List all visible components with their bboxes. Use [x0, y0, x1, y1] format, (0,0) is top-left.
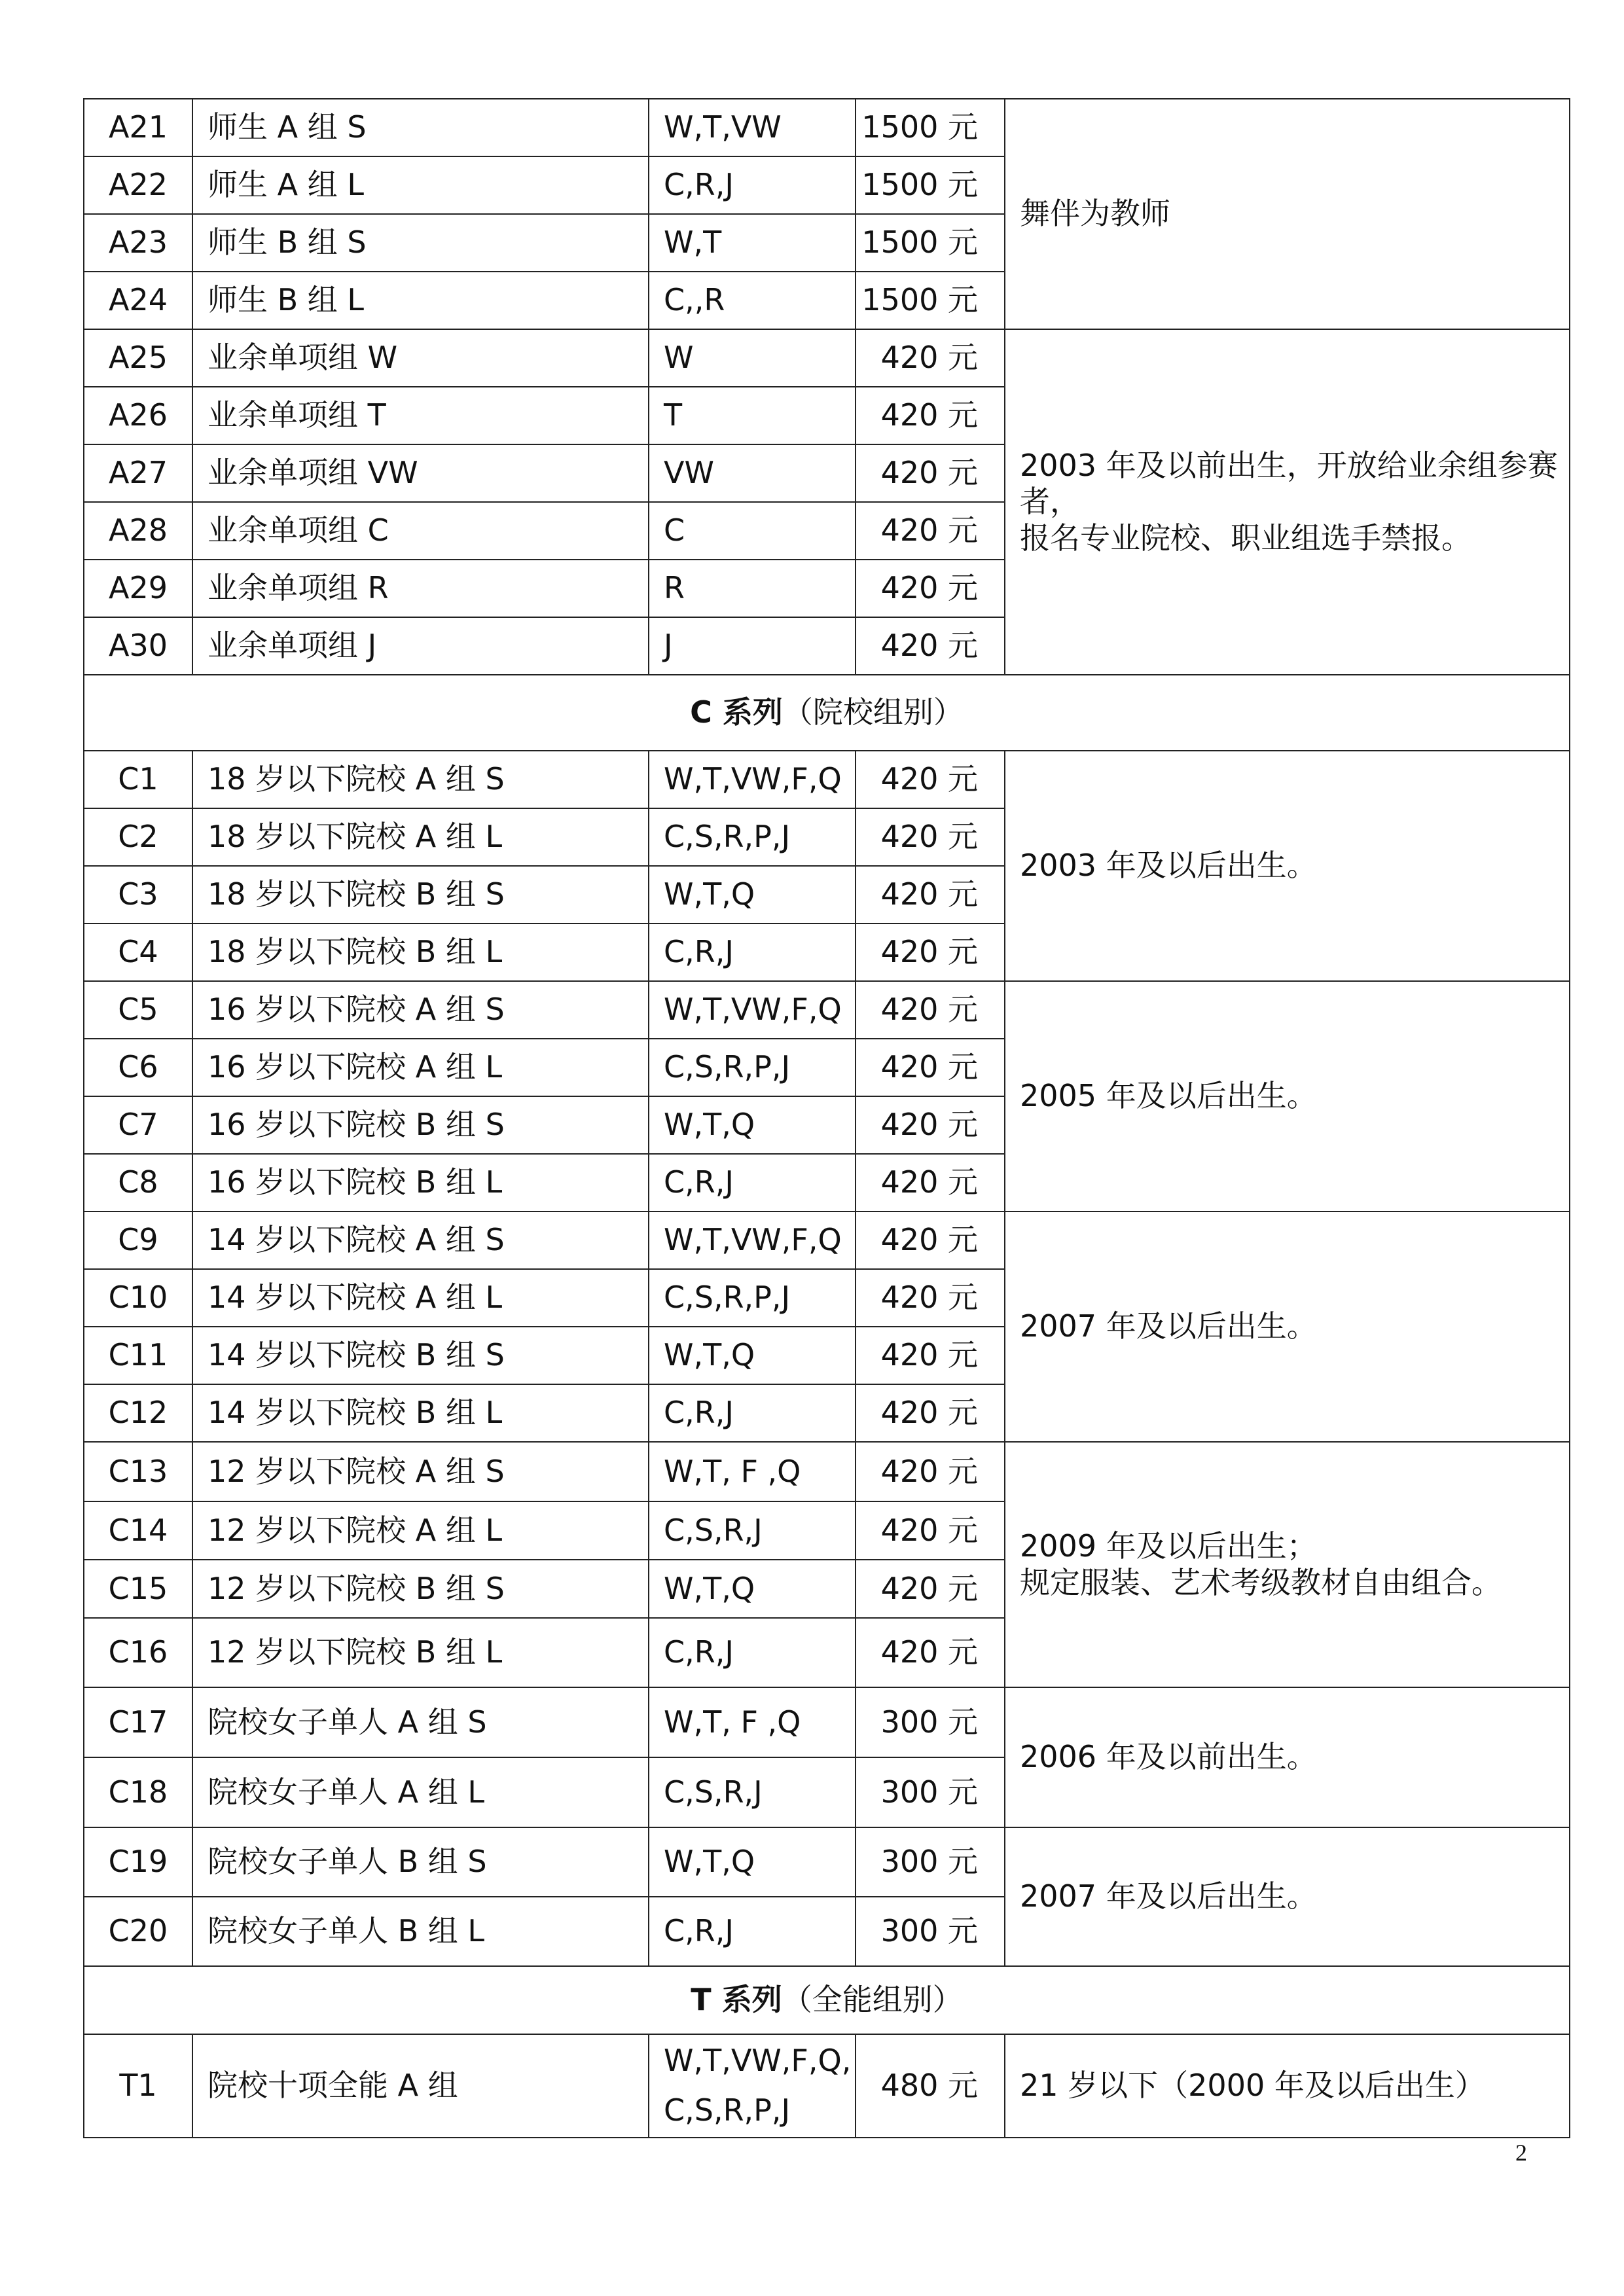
event-fee: 420 元: [856, 502, 1005, 560]
event-name: 院校女子单人 A 组 S: [192, 1687, 649, 1757]
event-name: 14 岁以下院校 B 组 S: [192, 1327, 649, 1384]
event-code: A25: [84, 329, 192, 387]
event-name: 业余单项组 VW: [192, 444, 649, 502]
event-code: T1: [84, 2034, 192, 2138]
event-fee: 420 元: [856, 924, 1005, 981]
event-dances: C,,R: [649, 272, 856, 329]
table-row: [84, 1442, 1570, 1501]
event-name: 院校女子单人 B 组 L: [192, 1897, 649, 1966]
table-row: [84, 1827, 1570, 1897]
event-fee: 420 元: [856, 1327, 1005, 1384]
event-dances: C,S,R,J: [649, 1501, 856, 1560]
section-title: T 系列: [691, 1982, 782, 2018]
table-row: [84, 1211, 1570, 1269]
event-fee: 300 元: [856, 1897, 1005, 1966]
event-fee: 420 元: [856, 560, 1005, 617]
event-name: 院校女子单人 A 组 L: [192, 1757, 649, 1827]
event-code: C10: [84, 1269, 192, 1327]
event-code: C16: [84, 1618, 192, 1687]
event-dances: W,T,VW: [649, 99, 856, 156]
event-name: 16 岁以下院校 B 组 S: [192, 1096, 649, 1154]
event-code: C3: [84, 866, 192, 924]
event-fee: 420 元: [856, 1560, 1005, 1618]
event-code: C15: [84, 1560, 192, 1618]
event-name: 院校女子单人 B 组 S: [192, 1827, 649, 1897]
event-fee: 300 元: [856, 1757, 1005, 1827]
event-dances: W,T,Q: [649, 1096, 856, 1154]
table-row: [84, 751, 1570, 808]
section-title: C 系列: [690, 694, 783, 730]
event-fee: 420 元: [856, 444, 1005, 502]
event-dances: W,T,Q: [649, 1560, 856, 1618]
event-code: C8: [84, 1154, 192, 1211]
event-name: 18 岁以下院校 A 组 L: [192, 808, 649, 866]
event-code: A28: [84, 502, 192, 560]
event-dances: [649, 2034, 856, 2138]
dances-line: C,S,R,P,J: [664, 2092, 791, 2128]
event-code: C2: [84, 808, 192, 866]
event-name: 14 岁以下院校 A 组 S: [192, 1211, 649, 1269]
event-dances: W,T,VW,F,Q: [649, 751, 856, 808]
event-code: A24: [84, 272, 192, 329]
event-fee: 420 元: [856, 1618, 1005, 1687]
table-row: [84, 2034, 1570, 2138]
event-fee: 300 元: [856, 1687, 1005, 1757]
event-note: 2007 年及以后出生。: [1005, 1827, 1570, 1966]
event-dances: W,T: [649, 214, 856, 272]
note-line: 2003 年及以前出生，开放给业余组参赛者，: [1020, 448, 1558, 520]
event-code: C1: [84, 751, 192, 808]
event-dances: W: [649, 329, 856, 387]
event-code: C6: [84, 1039, 192, 1096]
event-dances: C,S,R,P,J: [649, 1039, 856, 1096]
event-dances: C,S,R,P,J: [649, 808, 856, 866]
event-name: 18 岁以下院校 B 组 S: [192, 866, 649, 924]
note-line: 报名专业院校、职业组选手禁报。: [1020, 520, 1471, 556]
event-code: C7: [84, 1096, 192, 1154]
event-name: 业余单项组 W: [192, 329, 649, 387]
event-code: A21: [84, 99, 192, 156]
table-row: [84, 981, 1570, 1039]
event-dances: C,R,J: [649, 1897, 856, 1966]
event-name: 12 岁以下院校 B 组 L: [192, 1618, 649, 1687]
event-name: 师生 B 组 L: [192, 272, 649, 329]
competition-entries-table: [83, 98, 1570, 2138]
event-fee: 420 元: [856, 1211, 1005, 1269]
event-code: C11: [84, 1327, 192, 1384]
event-dances: C,R,J: [649, 1384, 856, 1442]
event-name: 14 岁以下院校 A 组 L: [192, 1269, 649, 1327]
event-fee: 420 元: [856, 1269, 1005, 1327]
event-name: 院校十项全能 A 组: [192, 2034, 649, 2138]
section-heading-t: [84, 1966, 1570, 2034]
event-note: [1005, 329, 1570, 675]
event-name: 师生 A 组 L: [192, 156, 649, 214]
event-name: 12 岁以下院校 A 组 L: [192, 1501, 649, 1560]
event-name: 12 岁以下院校 B 组 S: [192, 1560, 649, 1618]
event-name: 业余单项组 C: [192, 502, 649, 560]
event-dances: W,T, F ,Q: [649, 1442, 856, 1501]
event-dances: R: [649, 560, 856, 617]
event-code: C5: [84, 981, 192, 1039]
event-note: 2003 年及以后出生。: [1005, 751, 1570, 981]
event-fee: 420 元: [856, 808, 1005, 866]
event-name: 16 岁以下院校 A 组 S: [192, 981, 649, 1039]
event-code: A22: [84, 156, 192, 214]
event-note: 舞伴为教师: [1005, 99, 1570, 329]
event-fee: 420 元: [856, 1442, 1005, 1501]
event-dances: C: [649, 502, 856, 560]
event-note: 2005 年及以后出生。: [1005, 981, 1570, 1211]
event-fee: 420 元: [856, 329, 1005, 387]
event-dances: C,S,R,J: [649, 1757, 856, 1827]
event-fee: 420 元: [856, 1096, 1005, 1154]
event-name: 18 岁以下院校 A 组 S: [192, 751, 649, 808]
event-code: A26: [84, 387, 192, 444]
event-note: 2007 年及以后出生。: [1005, 1211, 1570, 1442]
event-fee: 1500 元: [856, 272, 1005, 329]
event-dances: C,R,J: [649, 1154, 856, 1211]
event-fee: 420 元: [856, 866, 1005, 924]
event-code: A27: [84, 444, 192, 502]
event-dances: T: [649, 387, 856, 444]
event-note: 21 岁以下（2000 年及以后出生）: [1005, 2034, 1570, 2138]
event-name: 业余单项组 T: [192, 387, 649, 444]
table-row: [84, 1687, 1570, 1757]
event-code: C9: [84, 1211, 192, 1269]
event-code: A23: [84, 214, 192, 272]
event-fee: 420 元: [856, 981, 1005, 1039]
section-header-row: [84, 1966, 1570, 2034]
event-note: 2006 年及以前出生。: [1005, 1687, 1570, 1827]
event-name: 师生 B 组 S: [192, 214, 649, 272]
event-dances: W,T,VW,F,Q: [649, 981, 856, 1039]
event-code: C18: [84, 1757, 192, 1827]
event-code: C20: [84, 1897, 192, 1966]
event-fee: 420 元: [856, 617, 1005, 675]
event-dances: C,R,J: [649, 156, 856, 214]
event-dances: C,R,J: [649, 1618, 856, 1687]
event-code: C12: [84, 1384, 192, 1442]
event-name: 12 岁以下院校 A 组 S: [192, 1442, 649, 1501]
section-subtitle: （全能组别）: [782, 1982, 963, 2018]
note-line: 规定服装、艺术考级教材自由组合。: [1020, 1564, 1502, 1600]
event-code: C14: [84, 1501, 192, 1560]
section-header-row: [84, 675, 1570, 751]
event-dances: J: [649, 617, 856, 675]
event-name: 业余单项组 J: [192, 617, 649, 675]
event-dances: C,S,R,P,J: [649, 1269, 856, 1327]
event-code: C4: [84, 924, 192, 981]
event-dances: W,T,Q: [649, 1827, 856, 1897]
event-name: 18 岁以下院校 B 组 L: [192, 924, 649, 981]
event-code: A30: [84, 617, 192, 675]
event-dances: W,T,Q: [649, 866, 856, 924]
page-number: 2: [1515, 2140, 1527, 2166]
event-fee: 420 元: [856, 1384, 1005, 1442]
event-dances: C,R,J: [649, 924, 856, 981]
event-fee: 420 元: [856, 1501, 1005, 1560]
event-code: C13: [84, 1442, 192, 1501]
event-code: C19: [84, 1827, 192, 1897]
dances-line: W,T,VW,F,Q,: [664, 2043, 852, 2079]
event-name: 业余单项组 R: [192, 560, 649, 617]
event-fee: 300 元: [856, 1827, 1005, 1897]
event-dances: W,T, F ,Q: [649, 1687, 856, 1757]
event-fee: 1500 元: [856, 156, 1005, 214]
event-name: 师生 A 组 S: [192, 99, 649, 156]
event-name: 16 岁以下院校 B 组 L: [192, 1154, 649, 1211]
event-fee: 1500 元: [856, 99, 1005, 156]
event-fee: 1500 元: [856, 214, 1005, 272]
event-fee: 420 元: [856, 1039, 1005, 1096]
event-name: 16 岁以下院校 A 组 L: [192, 1039, 649, 1096]
event-dances: W,T,VW,F,Q: [649, 1211, 856, 1269]
event-dances: VW: [649, 444, 856, 502]
event-name: 14 岁以下院校 B 组 L: [192, 1384, 649, 1442]
table-row: [84, 99, 1570, 156]
event-fee: 420 元: [856, 1154, 1005, 1211]
event-dances: W,T,Q: [649, 1327, 856, 1384]
event-note: [1005, 1442, 1570, 1687]
section-heading-c: [84, 675, 1570, 751]
event-code: C17: [84, 1687, 192, 1757]
section-subtitle: （院校组别）: [782, 694, 964, 730]
note-line: 2009 年及以后出生；: [1020, 1528, 1317, 1564]
event-code: A29: [84, 560, 192, 617]
event-fee: 480 元: [856, 2034, 1005, 2138]
event-fee: 420 元: [856, 751, 1005, 808]
event-fee: 420 元: [856, 387, 1005, 444]
table-row: [84, 329, 1570, 387]
